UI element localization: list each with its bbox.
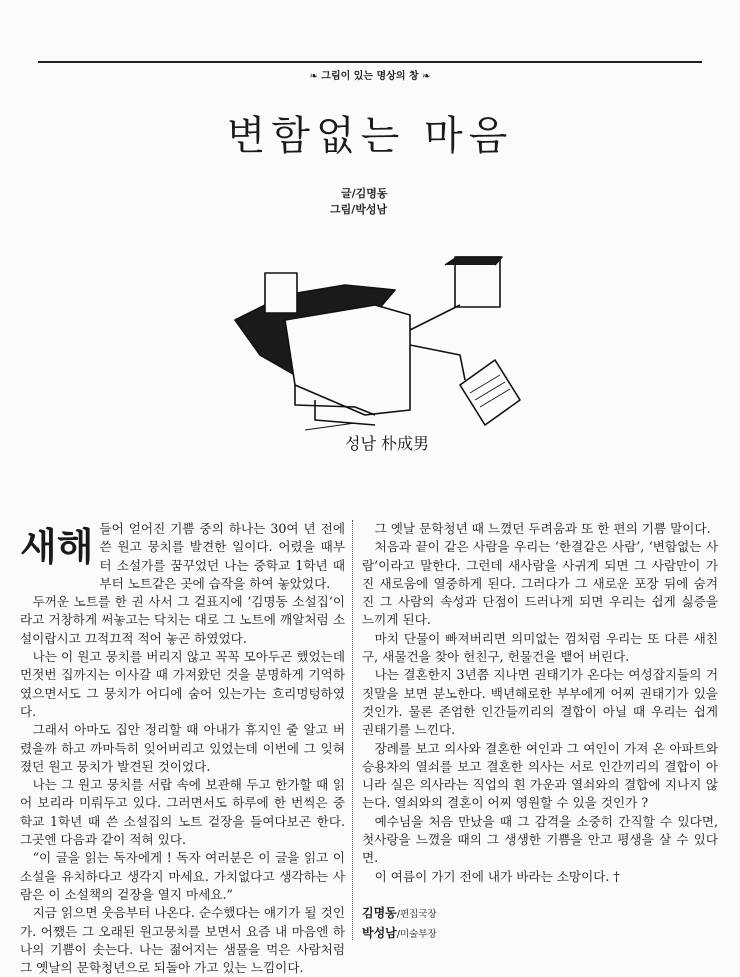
figure-head-left — [265, 273, 297, 313]
top-rule — [38, 61, 702, 63]
artist-signature-credit: 박성남/미술부장 — [362, 925, 437, 940]
figure-body — [285, 305, 410, 415]
arm — [410, 305, 465, 380]
paragraph: 처음과 끝이 같은 사람을 우리는 ‘한결같은 사람’, ‘변함없는 사람’이라고 말한다. 그런데 새사람을 사귀게 되면 그 사람만이 가진 새로움에 열중하게 된다. 그러다가 그 새로운 포장 뒤에 숨겨진 그 사람의 속성과 단점이 드러나게 되면 우리는 쉽게 싫증을 느끼게 된다. — [362, 539, 718, 628]
drop-cap: 새해 — [20, 525, 94, 569]
paragraph: 장례를 보고 의사와 결혼한 여인과 그 여인이 가져 온 아파트와 승용차의 열쇠를 보고 결혼한 의사는 서로 인간끼리의 결합이 아니라 실은 의사라는 직업의 흰 가운과 열쇠와의 결합에 지나지 않는다. 열쇠와의 결혼이 어찌 영원할 수 있을 것인가 ? — [362, 740, 718, 811]
paragraph: 나는 이 원고 뭉치를 버리지 않고 꼭꼭 모아두곤 했었는데 먼젓번 집까지는 이사갈 때 가져왔던 것을 분명하게 기억하였으면서도 그 뭉치가 어디에 숨어 있는가는 흐리멍텅하였다. — [20, 649, 345, 719]
column-divider — [352, 520, 353, 940]
open-book — [460, 360, 520, 425]
paragraph: 나는 그 원고 뭉치를 서랍 속에 보관해 두고 한가할 때 읽어 보리라 미뤄두고 있다. 그러면서도 하루에 한 번씩은 중학교 1학년 때 쓴 소설집의 노트 겉장을 들여다보곤 한다. 그곳엔 다음과 같이 적혀 있다. — [20, 777, 345, 848]
series-header: ❧ 그림이 있는 명상의 창 ❧ — [309, 71, 431, 82]
author-signature: 김명동/편집국장 — [362, 905, 437, 920]
paragraph: 지금 읽으면 웃음부터 나온다. 순수했다는 얘기가 될 것인가. 어쨌든 그 오래된 원고뭉치를 보면서 요즘 내 마음엔 하나의 기쁨이 솟는다. 나는 젊어지는 샘물을 먹은 사람처럼 그 옛날의 문학청년으로 되돌아 가고 있는 느낌이다. — [20, 905, 345, 976]
paragraph: 그래서 아마도 집안 정리할 때 아내가 휴지인 줄 알고 버렸을까 하고 까마득히 잊어버리고 있었는데 이번에 그 잊혀졌던 원고 뭉치가 발견된 것이었다. — [20, 722, 345, 774]
line-drawing-illustration — [225, 235, 525, 460]
paragraph: 나는 결혼한지 3년쯤 지나면 권태기가 온다는 여성잡지들의 거짓말을 보면 분노한다. 백년해로한 부부에게 어찌 권태기가 있을 것인가. 물론 존엄한 인간들끼리의 결합이 아닐 때 우리는 쉽게 권태기를 느낀다. — [362, 667, 718, 738]
paragraph: 마치 단물이 빠져버리면 의미없는 껌처럼 우리는 또 다른 새친구, 새물건을 찾아 헌친구, 헌물건을 뱉어 버린다. — [362, 630, 718, 665]
writer-credit: 글/김명동 — [341, 187, 388, 200]
paragraph: 이 여름이 가기 전에 내가 바라는 소망이다. † — [374, 868, 620, 884]
article-title: 변함없는 마음 — [226, 113, 514, 159]
byline — [330, 186, 388, 218]
paragraph: 예수님을 처음 만났을 때 그 감격을 소중히 간직할 수 있다면, 첫사랑을 느꼈을 때의 그 생생한 기쁨을 안고 평생을 살 수 있다면. — [362, 813, 718, 866]
paragraph — [20, 520, 345, 593]
paragraph-text: 들어 얻어진 기쁨 중의 하나는 30여 년 전에 쓴 원고 뭉치를 발견한 일이다. 어렸을 때부터 소설가를 꿈꾸었던 나는 중학교 1학년 때부터 노트같은 곳에 습작을 하여 놓았었다. — [99, 521, 345, 591]
paragraph: “이 글을 읽는 독자에게 ! 독자 여러분은 이 글을 읽고 이 소설을 유치하다고 생각지 마세요. 가치없다고 생각하는 사람은 이 소설책의 겉장을 열지 마세요.” — [20, 850, 345, 902]
paragraph: 그 옛날 문학청년 때 느꼈던 두려움과 또 한 편의 기쁨 말이다. — [374, 521, 711, 536]
left-column — [20, 520, 345, 977]
artist-credit: 그림/박성남 — [330, 203, 388, 216]
right-column — [362, 520, 718, 944]
artist-signature: 성남 朴成男 — [345, 434, 429, 453]
paragraph: 두꺼운 노트를 한 권 사서 그 겉표지에 ‘김명동 소설집’이라고 거창하게 써놓고는 닥치는 대로 그 노트에 깨알처럼 소설이랍시고 끄적끄적 적어 놓곤 하였었다. — [20, 594, 345, 646]
